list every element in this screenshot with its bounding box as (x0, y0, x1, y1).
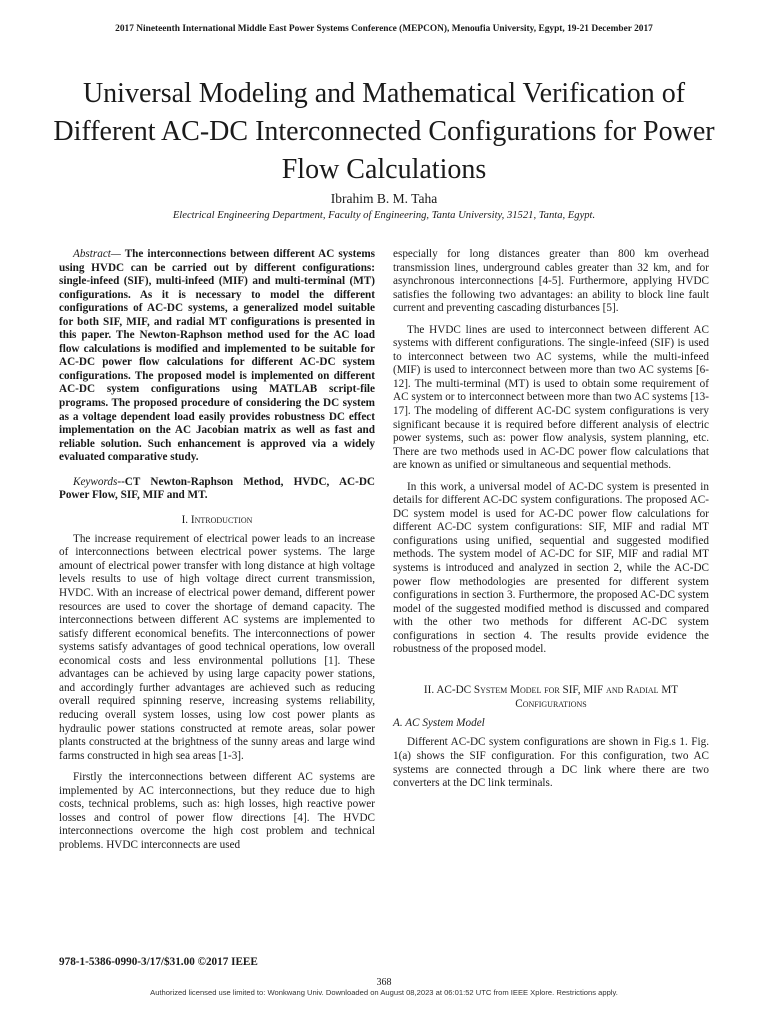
intro-paragraph-2: Firstly the interconnections between different AC systems are implemented by AC interconnections, but they reduce due to high costs, technical problems, such as: high losses, high reactive power losses and control of power flow directions [4]. The HVDC interconnections overcome the high cost problem and technical problems. HVDC interconnects are used (59, 771, 375, 851)
section2-paragraph-1: Different AC-DC system configurations are shown in Fig.s 1. Fig. 1(a) shows the SIF configuration. For this configuration, two AC systems are connected through a DC link where there are two converters at the DC link terminals. (393, 736, 709, 790)
conference-header: 2017 Nineteenth International Middle East Power Systems Conference (MEPCON), Menoufia University, Egypt, 19-21 December 2017 (115, 24, 653, 34)
left-column (59, 248, 375, 852)
page-number: 368 (376, 977, 392, 988)
abstract-text: The interconnections between different AC systems using HVDC can be carried out by different configurations: single-infeed (SIF), multi-infeed (MIF) and multi-terminal (MT) configurations. As it is necessary to model the different configurations of AC-DC systems, a generalized model suitable for both SIF, MIF, and radial MT configurations is presented in this paper. The Newton-Raphson method used for the AC load flow calculations is modified and implemented to be suitable for AC-DC power flow calculations for different AC-DC system configurations. The proposed model is implemented on different AC-DC system configurations using MATLAB script-file programs. The proposed procedure of considering the DC system as a voltage dependent load easily provides robustness DC effect implementation on the AC Jacobian matrix as well as fast and reliable solution. Such enhancement is approved via a widely evaluated comparative study. (59, 248, 375, 464)
author-affiliation: Electrical Engineering Department, Faculty of Engineering, Tanta University, 31521, Tanta, Egypt. (172, 210, 596, 221)
section-heading-introduction: I. Introduction (181, 513, 253, 526)
intro-paragraph-5: In this work, a universal model of AC-DC system is presented in details for different AC-DC system configurations. The proposed AC-DC system model is used for AC-DC power flow calculations for different AC-DC system configurations: SIF, MIF and radial MT configurations using unified, sequential and suggested modified methods. The system model of AC-DC for SIF, MIF and radial MT systems is introduced and analyzed in section 2, while the AC-DC power flow methodologies are presented for different system configurations in section 3. Furthermore, the proposed AC-DC system model of the suggested modified method is discussed and compared with the other two methods for different AC-DC system configurations in section 4. The results provide evidence the robustness of the proposed model. (393, 480, 709, 656)
subsection-heading-ac-model: A. AC System Model (393, 716, 485, 729)
keywords-text: --CT Newton-Raphson Method, HVDC, AC-DC Power Flow, SIF, MIF and MT. (59, 475, 375, 502)
intro-paragraph-3: especially for long distances greater than 800 km overhead transmission lines, underground cables greater than 32 km, and for asynchronous interconnections [4-5]. Furthermore, applying HVDC satisfies the following two advantages: an ability to block line fault current and preventing cascading disturbances [5]. (393, 248, 709, 315)
intro-paragraph-1: The increase requirement of electrical power leads to an increase of interconnections between electrical power systems. The large amount of electrical power transfer with long distance at high voltage levels results to use of high voltage direct current transmission, HVDC. With an increase of electrical power demand, different power resources are used to cover the shortage of demand capacity. The interconnections between different AC systems are implemented to satisfy different economical benefits. The interconnections of power systems satisfy advantages of good technical operations, low overall economical costs and less environmental pollutions [1]. These advantages can be achieved by using large capacity power stations, and accordingly further advantages are achieved such as reducing overall required spinning reserve, increasing systems reliability, reducing overall system losses, using low cost power plants as hydraulic power stations constructed at remote areas, solar power plants constructed at the brightness of the sunny areas and large wind farms constructed in high sea areas [1-3]. (59, 532, 375, 762)
paper-title: Universal Modeling and Mathematical Verification of Different AC-DC Interconnected Configurations for Power Flow Calculations (53, 78, 715, 185)
isbn-copyright: 978-1-5386-0990-3/17/$31.00 ©2017 IEEE (59, 956, 258, 968)
keywords (59, 476, 375, 503)
license-notice: Authorized licensed use limited to: Wonkwang Univ. Downloaded on August 08,2023 at 06:01:52 UTC from IEEE Xplore. Restrictions apply. (150, 988, 618, 997)
right-column (393, 248, 709, 791)
author-name: Ibrahim B. M. Taha (330, 191, 438, 206)
section-heading-system-model: II. AC-DC System Model for SIF, MIF and Radial MT Configurations (423, 683, 679, 710)
abstract (59, 248, 375, 465)
keywords-lead: Keywords (73, 475, 118, 488)
abstract-lead: Abstract— (73, 248, 121, 260)
intro-paragraph-4: The HVDC lines are used to interconnect between different AC systems with different configurations. The single-infeed (SIF) is used to interconnect between two AC systems, while the multi-infeed (MIF) is used to interconnect between more than two AC systems [6-12]. The multi-terminal (MT) is used to obtain some requirement of AC system or to interconnect between more than two AC systems [13-17]. The modeling of different AC-DC system configurations is very significant because it is required before different analysis of electric power systems, such as: power flow analysis, system planning, etc. There are two methods used in AC-DC power flow calculations that are known as unified or simultaneous and sequential methods. (393, 323, 709, 472)
